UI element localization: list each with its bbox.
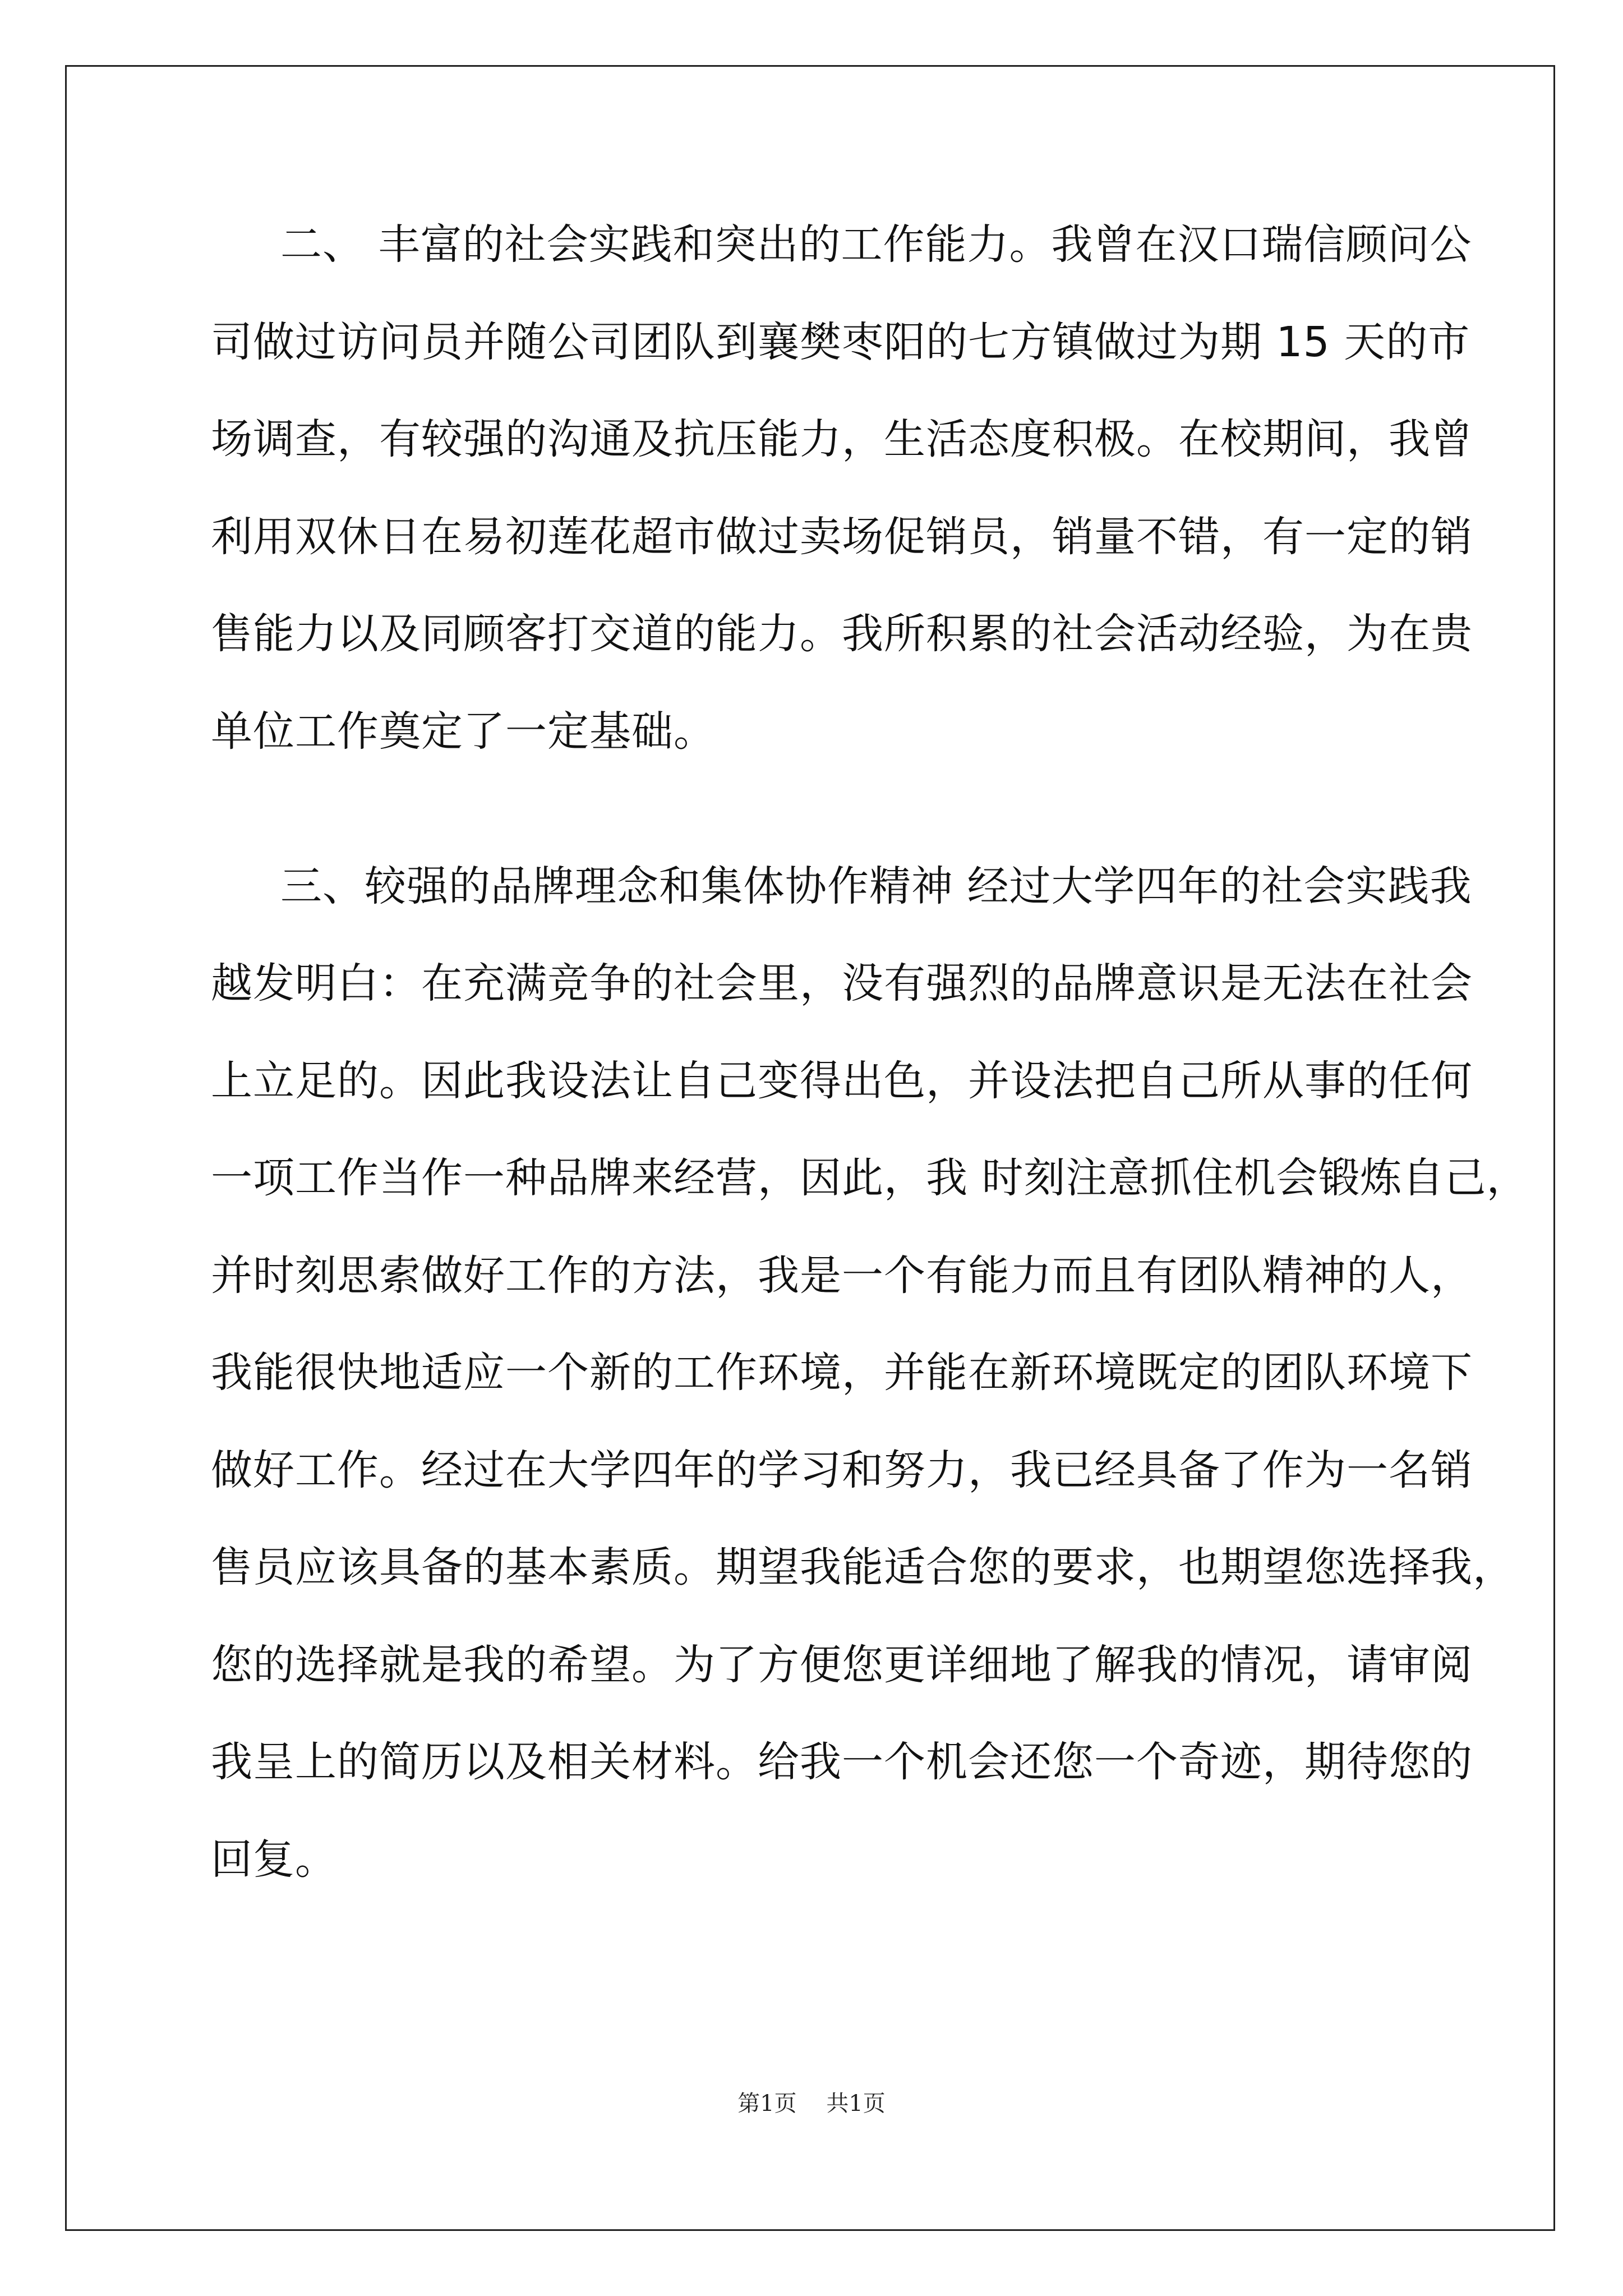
paragraph-3-line-9: 您的选择就是我的希望。为了方便您更详细地了解我的情况，请审阅 [211,1641,1473,1689]
paragraph-2-line-2: 司做过访问员并随公司团队到襄樊枣阳的七方镇做过为期 15 天的市 [211,318,1470,366]
paragraph-3-line-5: 并时刻思索做好工作的方法，我是一个有能力而且有团队精神的人， [211,1251,1473,1300]
paragraph-2-line-1: 二、 丰富的社会实践和突出的工作能力。我曾在汉口瑞信顾问公 [280,220,1472,269]
paragraph-3-line-11: 回复。 [211,1835,337,1884]
paragraph-3-line-6: 我能很快地适应一个新的工作环境，并能在新环境既定的团队环境下 [211,1349,1473,1397]
paragraph-2-line-3: 场调查，有较强的沟通及抗压能力，生活态度积极。在校期间，我曾 [211,415,1473,463]
paragraph-2-line-4: 利用双休日在易初莲花超市做过卖场促销员，销量不错，有一定的销 [211,513,1473,561]
paragraph-3-line-8: 售员应该具备的基本素质。期望我能适合您的要求，也期望您选择我， [211,1543,1515,1591]
page-border [65,65,1555,2231]
page-number: 第1页 [737,2091,797,2116]
paragraph-3-line-3: 上立足的。因此我设法让自己变得出色，并设法把自己所从事的任何 [211,1057,1473,1105]
paragraph-2-line-5: 售能力以及同顾客打交道的能力。我所积累的社会活动经验，为在贵 [211,610,1473,658]
paragraph-3-line-7: 做好工作。经过在大学四年的学习和努力，我已经具备了作为一名销 [211,1446,1473,1494]
paragraph-2-line-6: 单位工作奠定了一定基础。 [211,707,716,756]
paragraph-3-line-4: 一项工作当作一种品牌来经营，因此，我 时刻注意抓住机会锻炼自己， [211,1154,1529,1202]
paragraph-3-line-1: 三、较强的品牌理念和集体协作精神 经过大学四年的社会实践我 [280,862,1472,910]
paragraph-3-line-10: 我呈上的简历以及相关材料。给我一个机会还您一个奇迹，期待您的 [211,1738,1473,1786]
paragraph-3-line-2: 越发明白：在充满竞争的社会里，没有强烈的品牌意识是无法在社会 [211,959,1473,1007]
page-total: 共1页 [826,2091,886,2116]
page-footer [0,2087,1623,2120]
